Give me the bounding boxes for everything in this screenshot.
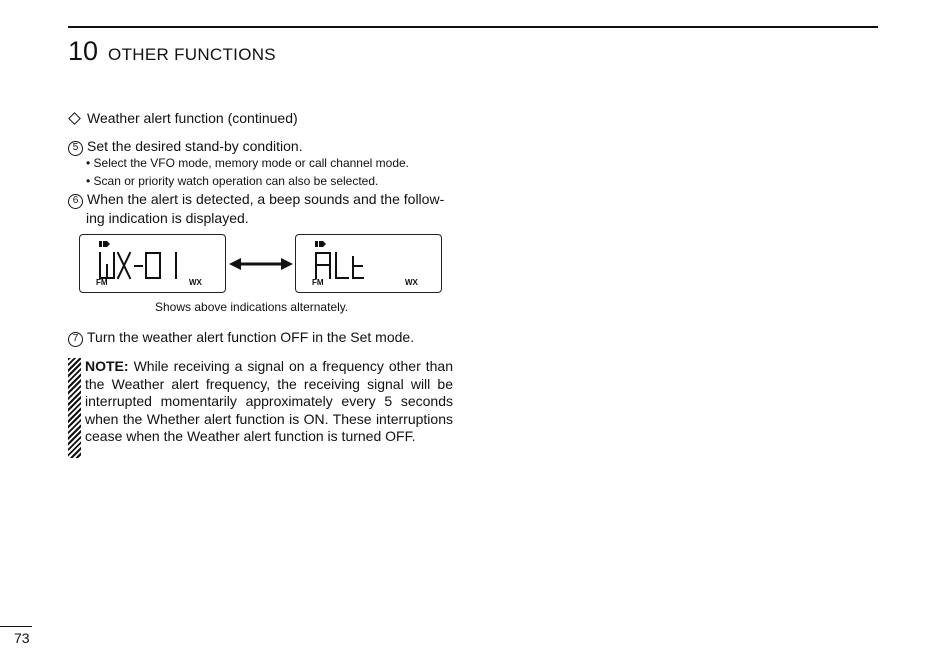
- step-5-bullet-1: • Select the VFO mode, memory mode or call channel mode.: [86, 156, 410, 170]
- note-text: [85, 358, 453, 446]
- section-heading: [68, 110, 298, 126]
- step-text: Turn the weather alert function OFF in the Set mode.: [87, 329, 415, 345]
- footer-rule: [0, 626, 32, 627]
- chapter-title: OTHER FUNCTIONS: [108, 45, 276, 64]
- step-7: [68, 328, 454, 347]
- page-number: 73: [14, 630, 30, 646]
- signal-icon: [99, 241, 110, 247]
- header-rule: [68, 26, 878, 28]
- lcd-display-1: [79, 234, 226, 293]
- figure-caption: Shows above indications alternately.: [155, 300, 349, 314]
- chapter-heading: [68, 36, 276, 67]
- lcd-label-left: FM: [312, 278, 324, 287]
- signal-icon: [315, 241, 326, 247]
- step-text: Set the desired stand-by condition.: [87, 138, 303, 154]
- step-text-line-2: ing indication is displayed.: [86, 209, 249, 226]
- lcd-label-right: WX: [189, 278, 202, 287]
- step-5: [68, 137, 454, 156]
- double-arrow-icon: [229, 256, 293, 272]
- step-6: [68, 190, 454, 227]
- step-number: 7: [68, 332, 83, 347]
- lcd-label-right: WX: [405, 278, 418, 287]
- step-number: 5: [68, 141, 83, 156]
- step-text-line-1: When the alert is detected, a beep sounds and the follow-: [87, 191, 445, 207]
- chapter-number: 10: [68, 36, 99, 66]
- note-label: NOTE:: [85, 358, 129, 374]
- lcd-display-2: [295, 234, 442, 293]
- diamond-icon: [68, 112, 81, 125]
- step-number: 6: [68, 194, 83, 209]
- lcd-display-2-text: [0, 0, 1, 1]
- note-body: While receiving a signal on a frequency other than the Weather alert frequency, the receiving signal will be interrupted momentarily approximately every 5 seconds when the Whether alert function is ON. These interruptions cease when the Weather alert function is turned OFF.: [85, 358, 453, 444]
- section-title: Weather alert function (continued): [87, 110, 298, 126]
- note-hatch-bar: [68, 358, 81, 458]
- step-5-bullet-2: • Scan or priority watch operation can also be selected.: [86, 174, 379, 188]
- lcd-label-left: FM: [96, 278, 108, 287]
